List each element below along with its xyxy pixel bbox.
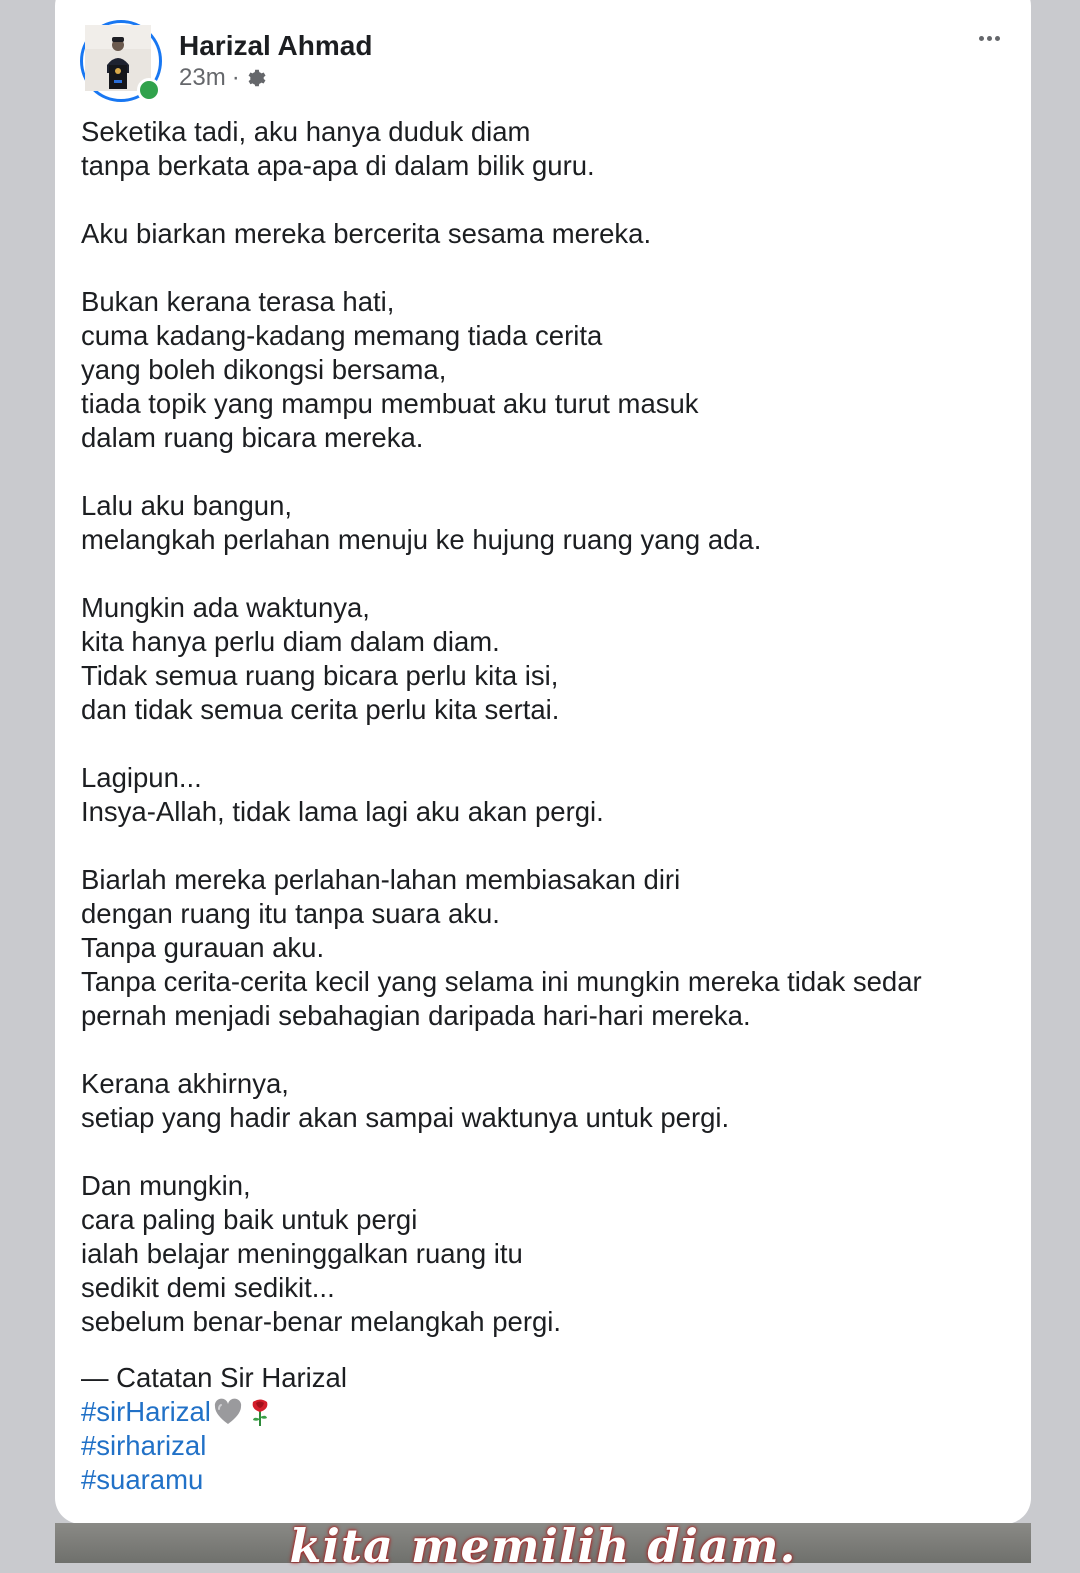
post-line: Aku biarkan mereka bercerita sesama mereka. [81, 218, 652, 249]
line-break [81, 557, 1011, 591]
post-line: Seketika tadi, aku hanya duduk diam [81, 116, 531, 147]
post-line: Kerana akhirnya, [81, 1068, 289, 1099]
post-line: Tidak semua ruang bicara perlu kita isi, [81, 660, 559, 691]
more-options-button[interactable] [967, 26, 1011, 50]
post-meta [179, 64, 268, 92]
line-break [81, 1135, 1011, 1169]
post-line: Insya-Allah, tidak lama lagi aku akan pergi. [81, 796, 604, 827]
more-dot [987, 36, 992, 41]
post-line: Tanpa cerita-cerita kecil yang selama ini mungkin mereka tidak sedar [81, 966, 922, 997]
post-header [80, 20, 1000, 104]
post-line: tanpa berkata apa-apa di dalam bilik guru. [81, 150, 595, 181]
post-line: Bukan kerana terasa hati, [81, 286, 395, 317]
post-line: Lagipun... [81, 762, 202, 793]
line-break [81, 455, 1011, 489]
gear-icon[interactable] [246, 67, 268, 89]
line-break [81, 183, 1011, 217]
post-line: Dan mungkin, [81, 1170, 251, 1201]
image-caption-text: kita memilih diam. [289, 1519, 797, 1573]
signature: — Catatan Sir Harizal [81, 1362, 347, 1393]
post-card [55, 0, 1031, 1573]
post-timestamp[interactable]: 23m [179, 64, 226, 91]
post-line: cara paling baik untuk pergi [81, 1204, 418, 1235]
line-break [81, 727, 1011, 761]
line-break [81, 829, 1011, 863]
online-status-dot [137, 78, 161, 102]
author-name[interactable]: Harizal Ahmad [179, 30, 373, 61]
post-line: setiap yang hadir akan sampai waktunya untuk pergi. [81, 1102, 730, 1133]
post-text [81, 115, 1011, 1497]
hashtag-link[interactable]: #sirharizal [81, 1430, 207, 1461]
attached-image[interactable] [55, 1519, 1031, 1573]
grey-heart-icon [213, 1397, 243, 1427]
post-line: melangkah perlahan menuju ke hujung ruang yang ada. [81, 524, 762, 555]
post-line: dan tidak semua cerita perlu kita sertai. [81, 694, 560, 725]
hashtag-link[interactable]: #suaramu [81, 1464, 204, 1495]
post-line: Tanpa gurauan aku. [81, 932, 325, 963]
more-horizontal-icon [979, 36, 984, 41]
hashtag-link[interactable] [81, 1395, 1011, 1429]
post-line: yang boleh dikongsi bersama, [81, 354, 447, 385]
post-line: Biarlah mereka perlahan-lahan membiasakan diri [81, 864, 681, 895]
post-line: sebelum benar-benar melangkah pergi. [81, 1306, 562, 1337]
meta-separator: · [231, 64, 240, 91]
post-line: dalam ruang bicara mereka. [81, 422, 424, 453]
hashtag-text: #sirHarizal [81, 1396, 211, 1427]
line-break [81, 251, 1011, 285]
post-line: sedikit demi sedikit... [81, 1272, 335, 1303]
post-line: cuma kadang-kadang memang tiada cerita [81, 320, 603, 351]
post-line: tiada topik yang mampu membuat aku turut masuk [81, 388, 699, 419]
post-line: kita hanya perlu diam dalam diam. [81, 626, 500, 657]
line-break [81, 1033, 1011, 1067]
author-avatar[interactable] [80, 20, 162, 102]
more-dot [995, 36, 1000, 41]
post-line: ialah belajar meninggalkan ruang itu [81, 1238, 523, 1269]
line-break [81, 1339, 1011, 1359]
rose-icon [245, 1397, 275, 1427]
post-line: Lalu aku bangun, [81, 490, 293, 521]
post-line: dengan ruang itu tanpa suara aku. [81, 898, 500, 929]
post-line: Mungkin ada waktunya, [81, 592, 370, 623]
post-line: pernah menjadi sebahagian daripada hari-hari mereka. [81, 1000, 751, 1031]
